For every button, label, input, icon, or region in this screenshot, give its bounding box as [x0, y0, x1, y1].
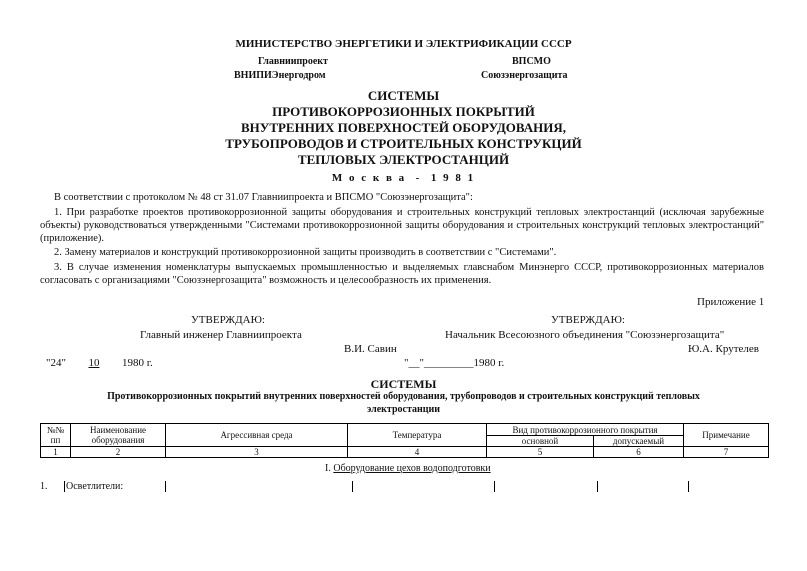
- col-number: 2: [71, 447, 166, 458]
- header-name: Наименование оборудования: [71, 424, 166, 447]
- ministry-header: МИНИСТЕРСТВО ЭНЕРГЕТИКИ И ЭЛЕКТРИФИКАЦИИ СССР: [235, 38, 572, 50]
- approval-left-name: В.И. Савин: [344, 343, 397, 355]
- approval-right-role: Начальник Всесоюзного объединения "Союзэнергозащита": [445, 329, 725, 341]
- title-line-2: ПРОТИВОКОРРОЗИОННЫХ ПОКРЫТИЙ: [272, 104, 535, 119]
- title-line-3: ВНУТРЕННИХ ПОВЕРХНОСТЕЙ ОБОРУДОВАНИЯ,: [241, 120, 566, 135]
- column-number-row: [41, 447, 769, 458]
- header-allowed: допускаемый: [594, 436, 684, 447]
- approval-left-title: УТВЕРЖДАЮ:: [191, 314, 265, 326]
- col-number: 6: [594, 447, 684, 458]
- systems-subtitle-2: электростанции: [366, 404, 441, 415]
- city-year: М о с к в а - 1 9 8 1: [331, 172, 476, 184]
- row-divider: [165, 481, 166, 492]
- paragraph-2: 2. Замену материалов и конструкций противокоррозионной защиты производить в соответствии с "Системами".: [54, 247, 557, 258]
- title-line-4: ТРУБОПРОВОДОВ И СТРОИТЕЛЬНЫХ КОНСТРУКЦИЙ: [225, 136, 582, 151]
- paragraph-intro: В соответствии с протоколом № 48 ст 31.07 Главниипроекта и ВПСМО "Союзэнергозащита":: [54, 192, 473, 203]
- section-text: Оборудование цехов водоподготовки: [333, 463, 491, 474]
- coating-systems-table: [40, 423, 769, 458]
- left-org-1: Главниипроект: [258, 56, 328, 67]
- row-divider: [352, 481, 353, 492]
- header-temperature: Температура: [348, 424, 487, 447]
- right-org-1: ВПСМО: [512, 56, 551, 67]
- row-divider: [494, 481, 495, 492]
- approval-right-title: УТВЕРЖДАЮ:: [551, 314, 625, 326]
- paragraph-3: 3. В случае изменения номенклатуры выпускаемых промышленностью и выделяемых главснабом Минэнерго СССР, противокоррозионных материалов согласовать с организациями "Союзэнергозащита" возможность и целесообразность их применения.: [40, 262, 764, 286]
- title-line-5: ТЕПЛОВЫХ ЭЛЕКТРОСТАНЦИЙ: [297, 152, 510, 167]
- appendix-label: Приложение 1: [697, 296, 765, 308]
- header-note: Примечание: [684, 424, 769, 447]
- systems-subtitle-1: Противокоррозионных покрытий внутренних поверхностей оборудования, трубопроводов и строительных конструкций тепловых: [107, 391, 700, 402]
- paragraph-1: 1. При разработке проектов противокоррозионной защиты оборудования и строительных конструкций тепловых электростанций (исключая зарубежные объекты) руководствоваться утвержденными "Системами противокоррозионной защиты оборудования и строительных конструкций тепловых электростанций" (приложение).: [40, 207, 764, 244]
- approval-right-name: Ю.А. Крутелев: [688, 343, 759, 355]
- col-number: 1: [41, 447, 71, 458]
- col-number: 7: [684, 447, 769, 458]
- date-month: 10: [88, 357, 100, 369]
- left-org-2: ВНИПИЭнергодром: [234, 70, 326, 81]
- title-line-1: СИСТЕМЫ: [367, 88, 440, 103]
- header-num: №№ пп: [41, 424, 71, 447]
- section-num: I.: [325, 463, 331, 474]
- header-coating: Вид противокоррозионного покрытия: [487, 424, 684, 436]
- approval-left-date: [46, 357, 153, 369]
- row-divider: [688, 481, 689, 492]
- col-number: 4: [348, 447, 487, 458]
- row-1-name: Осветлители:: [66, 481, 124, 492]
- date-year: 1980 г.: [121, 357, 153, 369]
- right-org-2: Союзэнергозащита: [481, 70, 568, 81]
- header-main: основной: [487, 436, 594, 447]
- col-number: 3: [166, 447, 348, 458]
- table-header-row: [41, 424, 769, 436]
- row-divider: [597, 481, 598, 492]
- approval-right-date: "__"_________1980 г.: [404, 357, 505, 369]
- row-divider: [64, 481, 65, 492]
- approval-left-role: Главный инженер Главниипроекта: [140, 329, 302, 341]
- systems-heading: СИСТЕМЫ: [370, 377, 437, 391]
- header-medium: Агрессивная среда: [166, 424, 348, 447]
- col-number: 5: [487, 447, 594, 458]
- date-day: "24": [46, 357, 66, 369]
- row-1-num: 1.: [40, 481, 48, 492]
- section-title: [325, 463, 491, 474]
